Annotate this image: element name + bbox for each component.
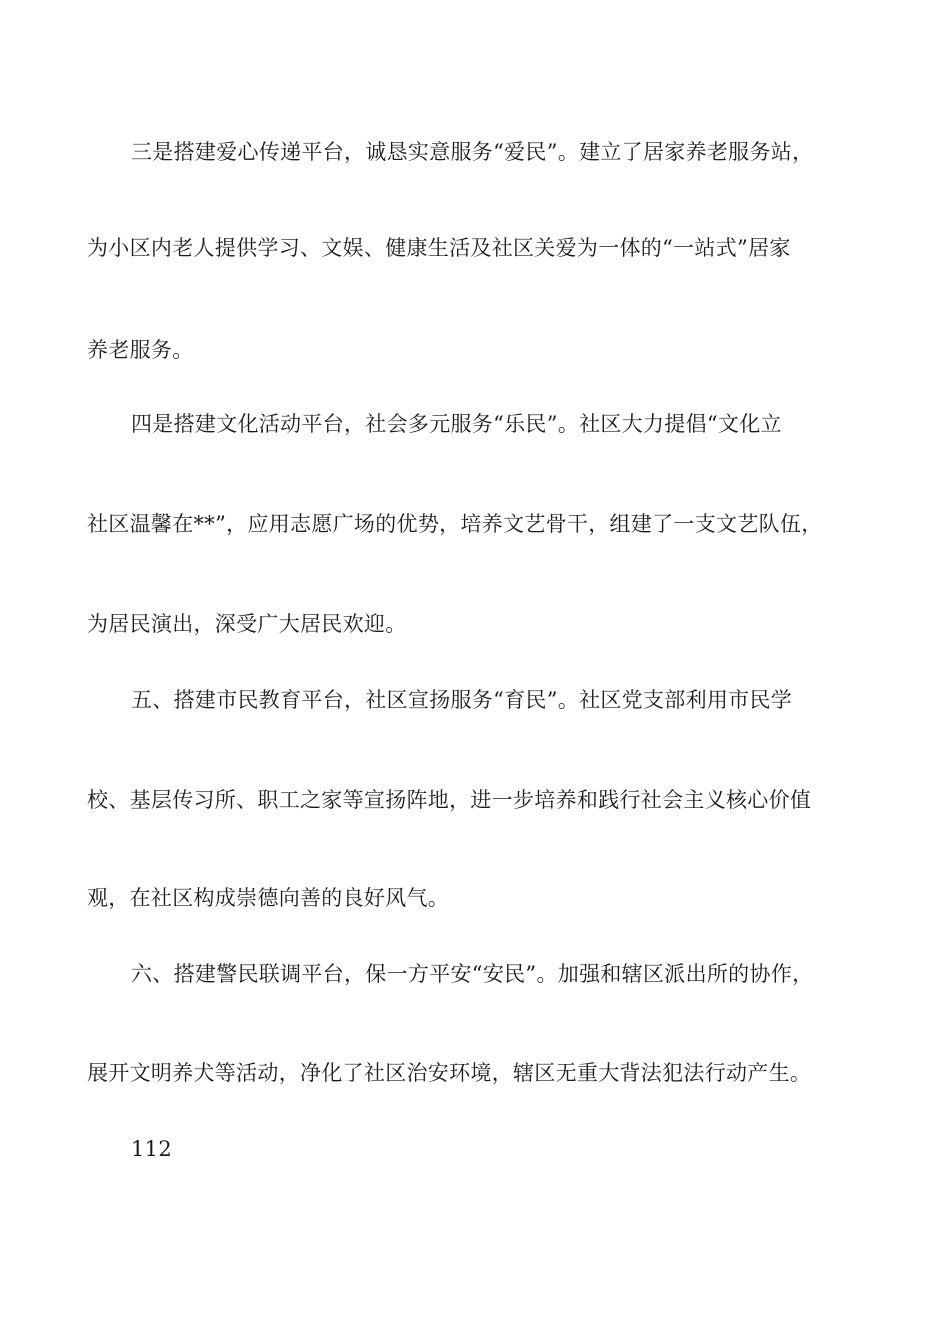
paragraph-2-line-3: 为居民演出，深受广大居民欢迎。: [87, 612, 407, 636]
page-number: 112: [131, 1137, 172, 1161]
paragraph-1-line-2: 为小区内老人提供学习、文娱、健康生活及社区关爱为一体的“一站式”居家: [87, 236, 791, 260]
paragraph-4-line-2: 展开文明养犬等活动，净化了社区治安环境，辖区无重大背法犯法行动产生。: [87, 1061, 812, 1085]
paragraph-2-line-1: 四是搭建文化活动平台，社会多元服务“乐民”。社区大力提倡“文化立: [131, 412, 782, 436]
paragraph-3-line-2: 校、基层传习所、职工之家等宣扬阵地，进一步培养和践行社会主义核心价值: [87, 788, 812, 812]
paragraph-1-line-3: 养老服务。: [87, 338, 194, 362]
paragraph-3-line-3: 观，在社区构成崇德向善的良好风气。: [87, 886, 450, 910]
paragraph-3-line-1: 五、搭建市民教育平台，社区宣扬服务“育民”。社区党支部利用市民学: [131, 688, 793, 712]
paragraph-2-line-2: 社区温馨在**”，应用志愿广场的优势，培养文艺骨干，组建了一支文艺队伍，: [87, 512, 823, 536]
paragraph-4-line-1: 六、搭建警民联调平台，保一方平安“安民”。加强和辖区派出所的协作，: [131, 962, 814, 986]
paragraph-1-line-1: 三是搭建爱心传递平台，诚恳实意服务“爱民”。建立了居家养老服务站，: [131, 140, 814, 164]
